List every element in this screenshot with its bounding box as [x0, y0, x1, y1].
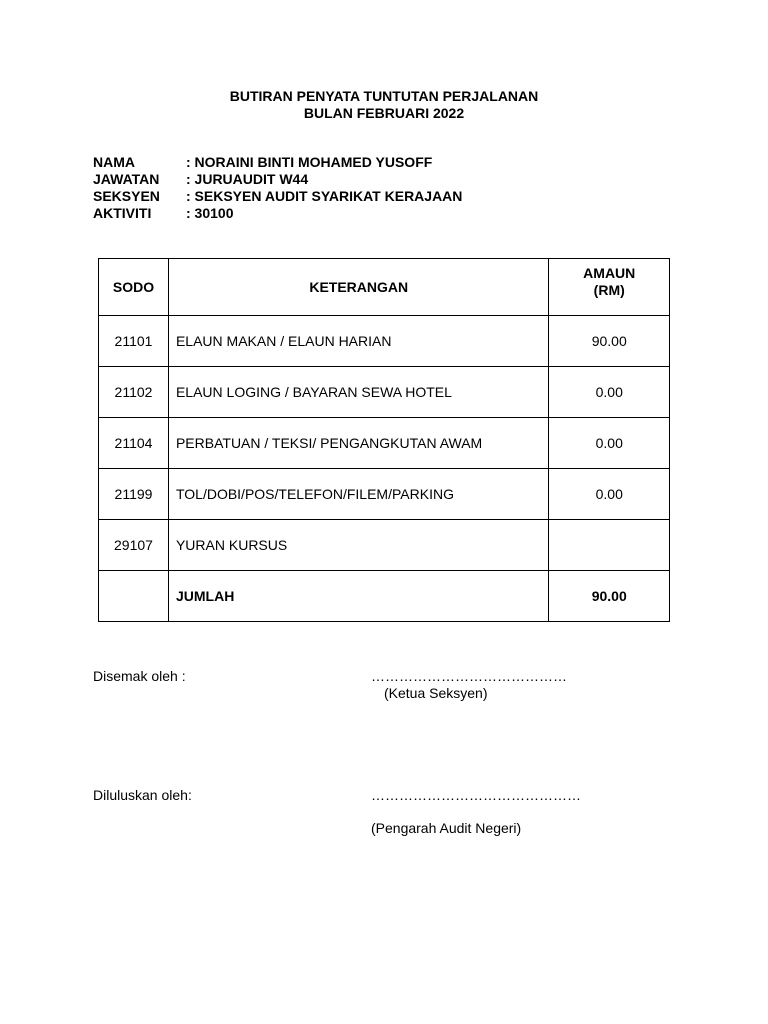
cell-amaun: 90.00	[549, 316, 670, 367]
info-value: : JURUAUDIT W44	[186, 171, 309, 187]
cell-keterangan: PERBATUAN / TEKSI/ PENGANGKUTAN AWAM	[168, 418, 549, 469]
cell-keterangan: ELAUN LOGING / BAYARAN SEWA HOTEL	[168, 367, 549, 418]
cell-amaun: 0.00	[549, 469, 670, 520]
checked-by-label: Disemak oleh :	[93, 668, 186, 684]
cell-empty	[99, 571, 169, 622]
table-row	[99, 469, 670, 520]
approved-by-signature-line: ………………………………………	[371, 787, 581, 803]
cell-keterangan: TOL/DOBI/POS/TELEFON/FILEM/PARKING	[168, 469, 549, 520]
cell-sodo: 21101	[99, 316, 169, 367]
table-row	[99, 418, 670, 469]
info-row-jawatan	[93, 171, 462, 188]
info-row-aktiviti	[93, 205, 462, 222]
cell-sodo: 21102	[99, 367, 169, 418]
cell-sodo: 21104	[99, 418, 169, 469]
document-title: BUTIRAN PENYATA TUNTUTAN PERJALANAN	[229, 88, 539, 104]
header-amaun	[549, 259, 670, 316]
cell-sodo: 29107	[99, 520, 169, 571]
info-label: NAMA	[93, 154, 135, 170]
info-label: SEKSYEN	[93, 188, 160, 204]
checked-by-role: (Ketua Seksyen)	[384, 685, 488, 701]
table-row	[99, 520, 670, 571]
total-amaun: 90.00	[549, 571, 670, 622]
table-total-row	[99, 571, 670, 622]
info-row-nama	[93, 154, 462, 171]
approved-by-role: (Pengarah Audit Negeri)	[371, 820, 522, 836]
info-label: JAWATAN	[93, 171, 160, 187]
cell-amaun: 0.00	[549, 418, 670, 469]
header-sodo: SODO	[99, 259, 169, 316]
claimant-info	[93, 154, 462, 222]
table-row	[99, 316, 670, 367]
cell-amaun: 0.00	[549, 367, 670, 418]
cell-keterangan: YURAN KURSUS	[168, 520, 549, 571]
checked-by-signature-line: ……………………………………	[371, 668, 567, 684]
cell-keterangan: ELAUN MAKAN / ELAUN HARIAN	[168, 316, 549, 367]
approved-by-label: Diluluskan oleh:	[93, 787, 192, 803]
cell-sodo: 21199	[99, 469, 169, 520]
table-row	[99, 367, 670, 418]
document-subtitle: BULAN FEBRUARI 2022	[303, 105, 465, 121]
header-amaun-line1: AMAUN	[583, 265, 636, 281]
info-value: : SEKSYEN AUDIT SYARIKAT KERAJAAN	[186, 188, 463, 204]
claim-table	[98, 258, 670, 622]
cell-amaun	[549, 520, 670, 571]
info-value: : NORAINI BINTI MOHAMED YUSOFF	[186, 154, 433, 170]
header-amaun-line2: (RM)	[593, 282, 625, 298]
header-keterangan: KETERANGAN	[168, 259, 549, 316]
table-header-row	[99, 259, 670, 316]
info-value: : 30100	[186, 205, 234, 221]
total-label: JUMLAH	[168, 571, 549, 622]
info-label: AKTIVITI	[93, 205, 152, 221]
info-row-seksyen	[93, 188, 462, 205]
